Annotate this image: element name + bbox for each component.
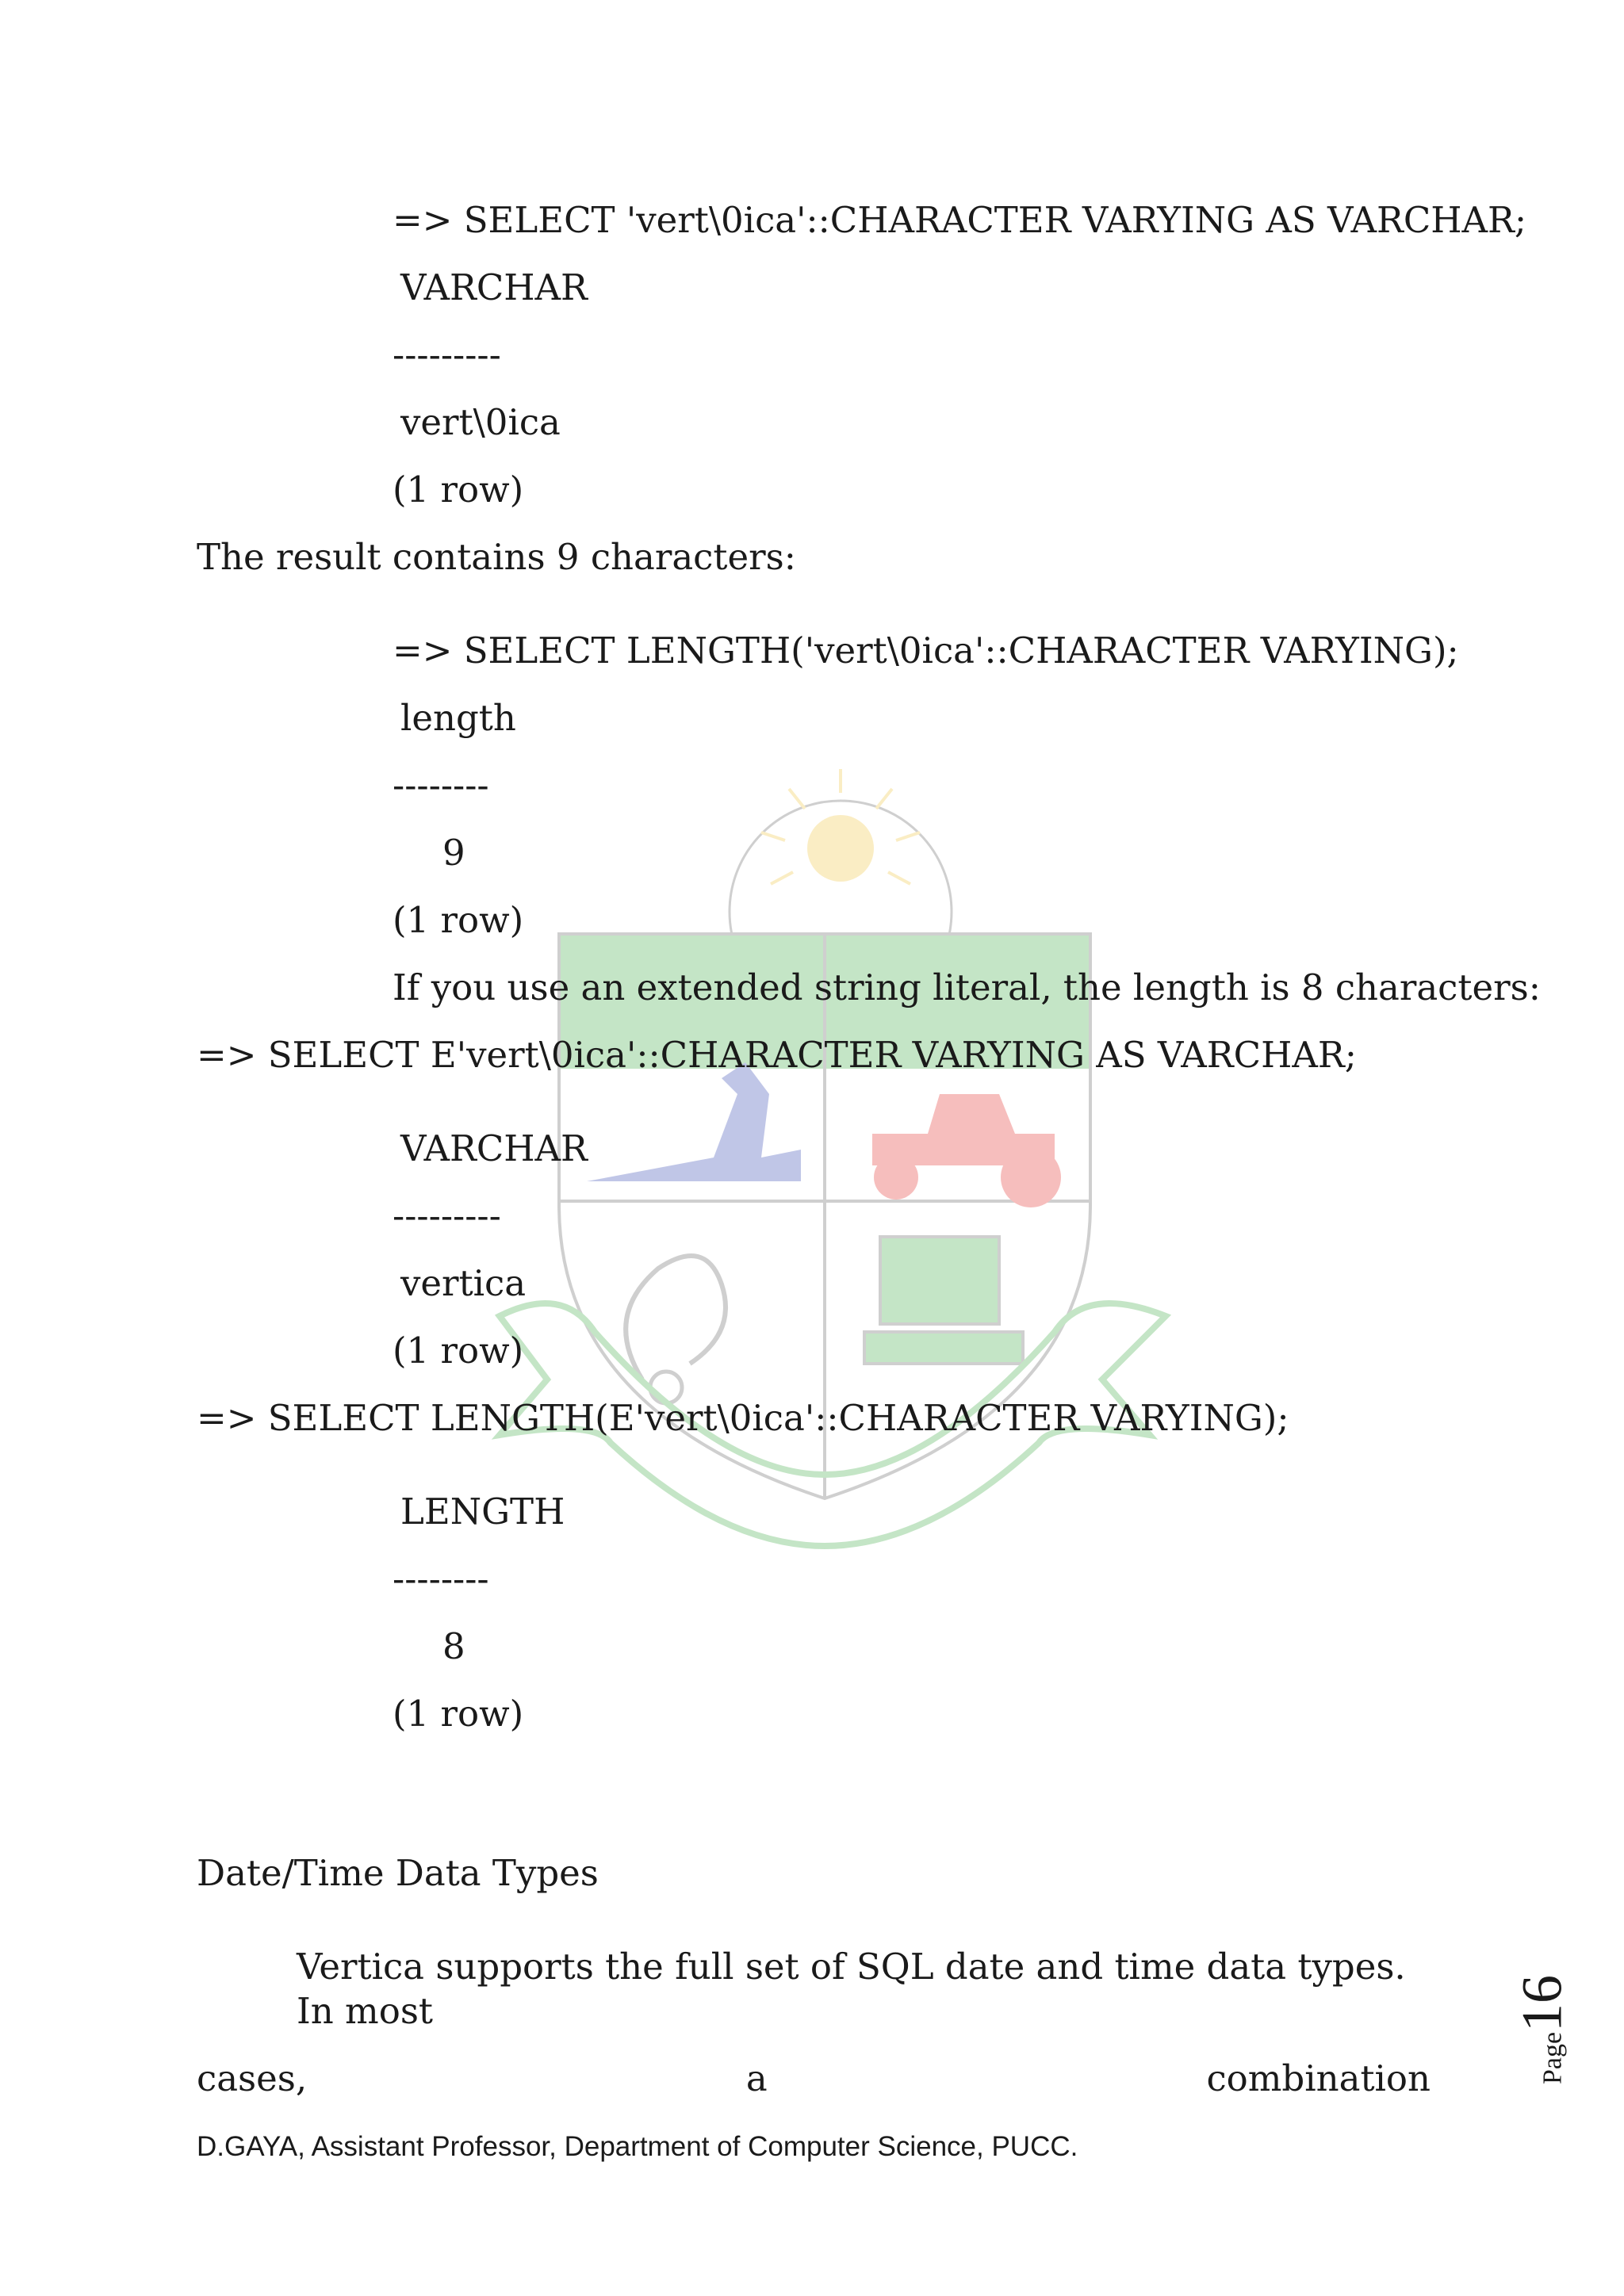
code-query: => SELECT LENGTH('vert\0ica'::CHARACTER VARYING); bbox=[393, 629, 1459, 672]
paragraph-word: combination bbox=[1206, 2057, 1431, 2099]
industry-icon bbox=[587, 1062, 801, 1181]
code-query: => SELECT LENGTH(E'vert\0ica'::CHARACTER VARYING); bbox=[197, 1397, 1289, 1439]
result-value: vert\0ica bbox=[400, 401, 561, 443]
page-number bbox=[1511, 1958, 1574, 2101]
result-separator: --------- bbox=[393, 334, 501, 376]
row-count: (1 row) bbox=[393, 1693, 524, 1735]
result-header: length bbox=[400, 697, 516, 739]
row-count: (1 row) bbox=[393, 469, 524, 511]
result-separator: --------- bbox=[393, 1195, 501, 1237]
result-header: VARCHAR bbox=[400, 1127, 588, 1169]
result-header: VARCHAR bbox=[400, 266, 588, 308]
paragraph-line: Vertica supports the full set of SQL date and time data types. In most bbox=[297, 1946, 1406, 2032]
result-value: 9 bbox=[442, 832, 465, 874]
paragraph bbox=[197, 1945, 1431, 2101]
paragraph-word: a bbox=[745, 2057, 768, 2099]
row-count: (1 row) bbox=[393, 1330, 524, 1372]
result-value: vertica bbox=[400, 1262, 527, 1304]
stethoscope-icon bbox=[626, 1256, 726, 1380]
page-footer: D.GAYA, Assistant Professor, Department of Computer Science, PUCC. bbox=[197, 2131, 1078, 2162]
page-label: Page bbox=[1538, 2031, 1568, 2085]
result-separator: -------- bbox=[393, 1558, 489, 1600]
row-count: (1 row) bbox=[393, 899, 524, 941]
section-heading: Date/Time Data Types bbox=[197, 1852, 599, 1894]
paragraph-word: cases, bbox=[197, 2057, 308, 2099]
computer-icon bbox=[880, 1237, 999, 1324]
result-value: 8 bbox=[442, 1625, 465, 1667]
body-text: The result contains 9 characters: bbox=[197, 536, 796, 578]
code-query: => SELECT 'vert\0ica'::CHARACTER VARYING AS VARCHAR; bbox=[393, 199, 1527, 241]
result-header: LENGTH bbox=[400, 1490, 565, 1533]
body-text: If you use an extended string literal, the length is 8 characters: bbox=[393, 966, 1541, 1008]
paragraph-line bbox=[197, 2057, 1431, 2101]
code-query: => SELECT E'vert\0ica'::CHARACTER VARYING AS VARCHAR; bbox=[197, 1034, 1357, 1076]
result-separator: -------- bbox=[393, 764, 489, 806]
page-digit: 16 bbox=[1510, 1974, 1574, 2032]
